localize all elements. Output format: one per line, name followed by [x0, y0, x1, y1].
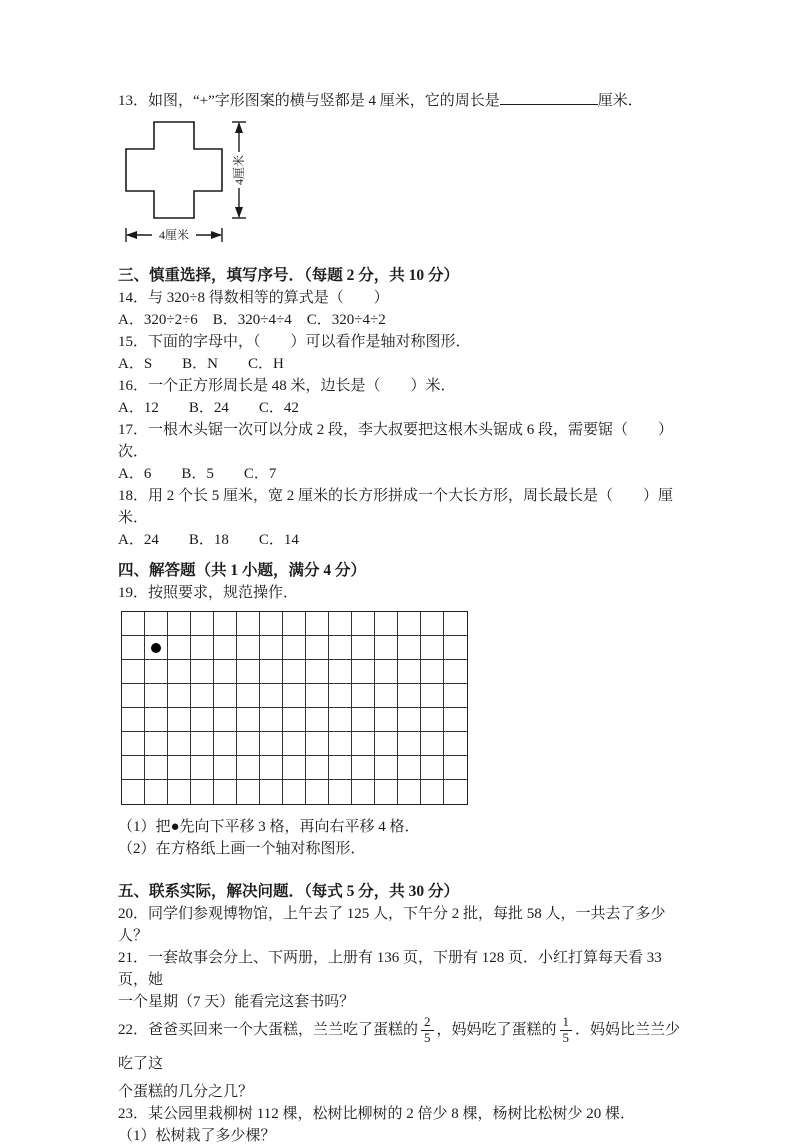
question-22-line2: 个蛋糕的几分之几？	[118, 1084, 254, 1100]
grid-cell	[306, 612, 329, 636]
grid-cell	[237, 756, 260, 780]
question-18-options: A．24 B．18 C．14	[118, 532, 299, 548]
q13-answer-blank	[500, 91, 598, 105]
grid-cell	[375, 612, 398, 636]
grid-cell	[306, 780, 329, 804]
grid-cell	[352, 756, 375, 780]
grid-cell	[375, 636, 398, 660]
grid-cell	[260, 708, 283, 732]
grid-cell	[145, 660, 168, 684]
question-15: 15．下面的字母中，（ ）可以看作是轴对称图形．	[118, 334, 471, 350]
grid-cell	[444, 708, 467, 732]
grid-cell	[283, 684, 306, 708]
grid-figure	[121, 611, 693, 805]
q13-text-before-blank: 13．如图，“+”字形图案的横与竖都是 4 厘米，它的周长是	[118, 93, 500, 109]
grid-cell	[421, 708, 444, 732]
grid-cell	[329, 612, 352, 636]
grid-cell	[329, 732, 352, 756]
question-18: 18．用 2 个长 5 厘米，宽 2 厘米的长方形拼成一个大长方形，周长最长是（ ）厘米．	[118, 488, 674, 526]
grid-cell	[191, 780, 214, 804]
question-19-sub1: （1）把●先向下平移 3 格，再向右平移 4 格．	[118, 819, 420, 835]
grid-cell	[168, 756, 191, 780]
grid-cell	[283, 708, 306, 732]
grid-cell	[168, 660, 191, 684]
grid-cell	[398, 732, 421, 756]
q22-fraction-1: $\frac{2}{5}$	[421, 1015, 434, 1046]
grid-cell	[122, 684, 145, 708]
grid-cell	[375, 708, 398, 732]
plus-shape-diagram	[122, 118, 272, 250]
grid-cell	[214, 660, 237, 684]
grid-cell	[237, 636, 260, 660]
plus-shape-outline	[126, 122, 222, 218]
grid-cell	[191, 660, 214, 684]
grid-cell	[122, 708, 145, 732]
grid-cell	[237, 612, 260, 636]
grid-cell	[191, 708, 214, 732]
question-23-sub1: （1）松树栽了多少棵？	[118, 1128, 276, 1144]
grid-cell	[145, 636, 168, 660]
grid-cell	[421, 756, 444, 780]
grid-cell	[352, 684, 375, 708]
grid-cell	[283, 636, 306, 660]
grid-cell	[168, 612, 191, 636]
grid-cell	[329, 780, 352, 804]
grid-cell	[398, 684, 421, 708]
grid-cell	[352, 660, 375, 684]
grid-cell	[122, 660, 145, 684]
section-5-title: 五、联系实际，解决问题．（每式 5 分，共 30 分）	[118, 883, 460, 900]
cross-figure	[122, 118, 693, 255]
grid-cell	[444, 780, 467, 804]
grid-cell	[329, 756, 352, 780]
grid-cell	[237, 780, 260, 804]
grid-cell	[375, 780, 398, 804]
grid-cell	[237, 732, 260, 756]
grid-cell	[421, 780, 444, 804]
grid-cell	[191, 756, 214, 780]
grid-cell	[145, 708, 168, 732]
grid-cell	[237, 708, 260, 732]
question-17-options: A．6 B．5 C．7	[118, 466, 277, 482]
grid-cell	[191, 636, 214, 660]
grid-cell	[352, 636, 375, 660]
grid-cell	[329, 708, 352, 732]
grid-cell	[375, 756, 398, 780]
grid-cell	[352, 780, 375, 804]
grid-cell	[283, 756, 306, 780]
question-22-line1	[118, 1013, 693, 1081]
grid-cell	[122, 732, 145, 756]
question-19: 19．按照要求，规范操作．	[118, 585, 299, 601]
grid-cell	[306, 708, 329, 732]
grid-cell	[444, 660, 467, 684]
grid-cell	[306, 636, 329, 660]
grid-cell	[283, 780, 306, 804]
grid-cell	[260, 684, 283, 708]
grid-cell	[306, 732, 329, 756]
grid-cell	[191, 732, 214, 756]
grid-cell	[398, 636, 421, 660]
grid-cell	[145, 612, 168, 636]
grid-cell	[283, 660, 306, 684]
question-15-options: A．S B．N C．H	[118, 356, 284, 372]
q22-part3: ．妈妈比兰兰少吃了这	[118, 1022, 681, 1072]
grid-cell	[191, 612, 214, 636]
start-dot	[151, 643, 161, 653]
grid-cell	[260, 636, 283, 660]
grid-cell	[168, 708, 191, 732]
grid-cell	[421, 684, 444, 708]
grid-paper	[121, 611, 468, 805]
grid-cell	[352, 732, 375, 756]
grid-cell	[260, 612, 283, 636]
grid-cell	[191, 684, 214, 708]
grid-cell	[237, 684, 260, 708]
grid-cell	[214, 708, 237, 732]
grid-cell	[352, 612, 375, 636]
q13-text-after-blank: 厘米．	[597, 93, 643, 109]
grid-cell	[214, 684, 237, 708]
grid-cell	[421, 612, 444, 636]
grid-cell	[214, 636, 237, 660]
grid-cell	[122, 612, 145, 636]
grid-cell	[168, 780, 191, 804]
grid-cell	[145, 756, 168, 780]
horizontal-dimension-label: 4厘米	[158, 228, 190, 242]
question-17: 17．一根木头锯一次可以分成 2 段，李大叔要把这根木头锯成 6 段，需要锯（ ）次．	[118, 422, 674, 460]
grid-cell	[306, 684, 329, 708]
grid-cell	[168, 636, 191, 660]
grid-cell	[398, 708, 421, 732]
question-14: 14．与 320÷8 得数相等的算式是（ ）	[118, 290, 389, 306]
grid-cell	[122, 780, 145, 804]
grid-cell	[398, 612, 421, 636]
grid-cell	[122, 756, 145, 780]
grid-cell	[237, 660, 260, 684]
grid-cell	[168, 732, 191, 756]
grid-cell	[444, 732, 467, 756]
q22-fraction-2: $\frac{1}{5}$	[560, 1015, 573, 1046]
grid-cell	[168, 684, 191, 708]
grid-cell	[145, 684, 168, 708]
grid-cell	[283, 732, 306, 756]
grid-cell	[421, 732, 444, 756]
grid-cell	[145, 732, 168, 756]
question-21-line1: 21．一套故事会分上、下两册，上册有 136 页，下册有 128 页．小红打算每天看 33 页，她	[118, 950, 662, 988]
grid-cell	[145, 780, 168, 804]
grid-cell	[444, 612, 467, 636]
grid-cell	[444, 636, 467, 660]
grid-cell	[398, 756, 421, 780]
grid-cell	[421, 636, 444, 660]
grid-cell	[444, 756, 467, 780]
question-16-options: A．12 B．24 C．42	[118, 400, 299, 416]
grid-cell	[260, 660, 283, 684]
grid-cell	[214, 756, 237, 780]
grid-cell	[214, 732, 237, 756]
grid-cell	[283, 612, 306, 636]
grid-cell	[329, 684, 352, 708]
question-20: 20．同学们参观博物馆，上午去了 125 人，下午分 2 批，每批 58 人，一共去了多少人？	[118, 906, 666, 944]
grid-cell	[352, 708, 375, 732]
grid-cell	[260, 732, 283, 756]
grid-cell	[306, 756, 329, 780]
grid-cell	[375, 732, 398, 756]
q22-part1: 22．爸爸买回来一个大蛋糕，兰兰吃了蛋糕的	[118, 1022, 419, 1038]
section-3-title: 三、慎重选择，填写序号．（每题 2 分，共 10 分）	[118, 267, 460, 284]
grid-cell	[260, 756, 283, 780]
grid-cell	[329, 660, 352, 684]
grid-cell	[375, 660, 398, 684]
grid-cell	[398, 660, 421, 684]
grid-cell	[306, 660, 329, 684]
grid-cell	[398, 780, 421, 804]
grid-cell	[260, 780, 283, 804]
grid-cell	[329, 636, 352, 660]
section-4-title: 四、解答题（共 1 小题，满分 4 分）	[118, 562, 367, 579]
q22-part2: ，妈妈吃了蛋糕的	[436, 1022, 557, 1038]
question-14-options: A．320÷2÷6 B．320÷4÷4 C．320÷4÷2	[118, 312, 386, 328]
vertical-dimension-label: 4厘米	[232, 154, 246, 186]
grid-cell	[444, 684, 467, 708]
question-16: 16．一个正方形周长是 48 米，边长是（ ）米．	[118, 378, 456, 394]
question-13	[118, 90, 693, 112]
grid-cell	[421, 660, 444, 684]
grid-cell	[214, 612, 237, 636]
grid-cell	[375, 684, 398, 708]
question-19-sub2: （2）在方格纸上画一个轴对称图形．	[118, 841, 366, 857]
grid-cell	[122, 636, 145, 660]
question-23: 23．某公园里栽柳树 112 棵，松树比柳树的 2 倍少 8 棵，杨树比松树少 20 棵．	[118, 1106, 635, 1122]
grid-cell	[214, 780, 237, 804]
question-21-line2: 一个星期（7 天）能看完这套书吗？	[118, 994, 355, 1010]
